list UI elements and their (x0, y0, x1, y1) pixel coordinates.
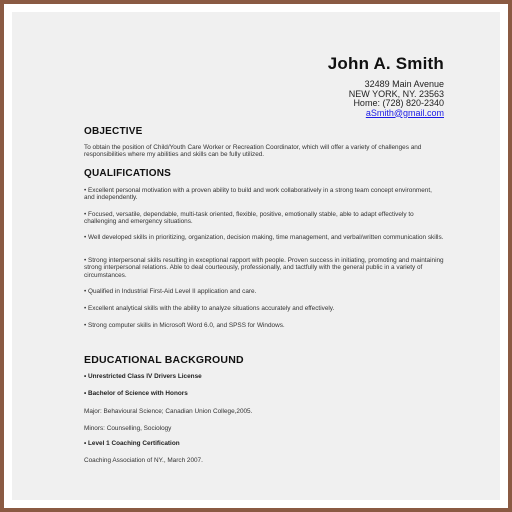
education-heading: EDUCATIONAL BACKGROUND (84, 354, 244, 366)
objective-heading: OBJECTIVE (84, 126, 143, 137)
qualifications-heading: QUALIFICATIONS (84, 168, 172, 179)
resume-header (328, 54, 444, 118)
qualification-item-3: • Well developed skills in prioritizing, organization, decision making, time management, and verbal/written communication skills. (84, 234, 444, 241)
phone-number: Home: (728) 820-2340 (353, 98, 444, 108)
education-coaching: • Level 1 Coaching Certification (84, 440, 180, 447)
qualification-item-1: • Excellent personal motivation with a proven ability to build and work collaboratively in a strong team concept environment, and independently. (84, 187, 432, 202)
qualification-item-6: • Excellent analytical skills with the ability to analyze situations accurately and effectively. (84, 305, 335, 312)
objective-text: To obtain the position of Child/Youth Care Worker or Recreation Coordinator, which will offer a variety of challenges and responsibilities where my abilities and skills can be fully utilized. (84, 144, 422, 159)
education-minors: Minors: Counselling, Sociology (84, 425, 172, 432)
address-line-2: NEW YORK, NY. 23563 (348, 88, 444, 99)
qualification-item-4: • Strong interpersonal skills resulting in exceptional rapport with people. Proven success in initiating, promoting and maintaining strong interpersonal relations. Able to deal courteously, professionally, and tactfully with the general public in a variety of circumstances. (84, 257, 444, 279)
address-line-1: 32489 Main Avenue (364, 79, 444, 89)
resume-page (12, 12, 500, 500)
education-degree: • Bachelor of Science with Honors (84, 390, 188, 397)
email-link[interactable]: aSmith@gmail.com (365, 107, 444, 118)
qualification-item-2: • Focused, versatile, dependable, multi-task oriented, flexible, positive, emotionally stable, able to adapt effectively to challenging and emergency situations. (84, 211, 414, 226)
outer-frame (4, 4, 508, 508)
education-coaching-association: Coaching Association of NY., March 2007. (84, 457, 203, 464)
qualification-item-5: • Qualified in Industrial First-Aid Level II application and care. (84, 288, 257, 295)
education-license: • Unrestricted Class IV Drivers License (84, 373, 202, 380)
candidate-name: John A. Smith (327, 54, 444, 73)
qualification-item-7: • Strong computer skills in Microsoft Word 6.0, and SPSS for Windows. (84, 322, 285, 329)
education-major: Major: Behavioural Science; Canadian Union College,2005. (84, 408, 253, 415)
